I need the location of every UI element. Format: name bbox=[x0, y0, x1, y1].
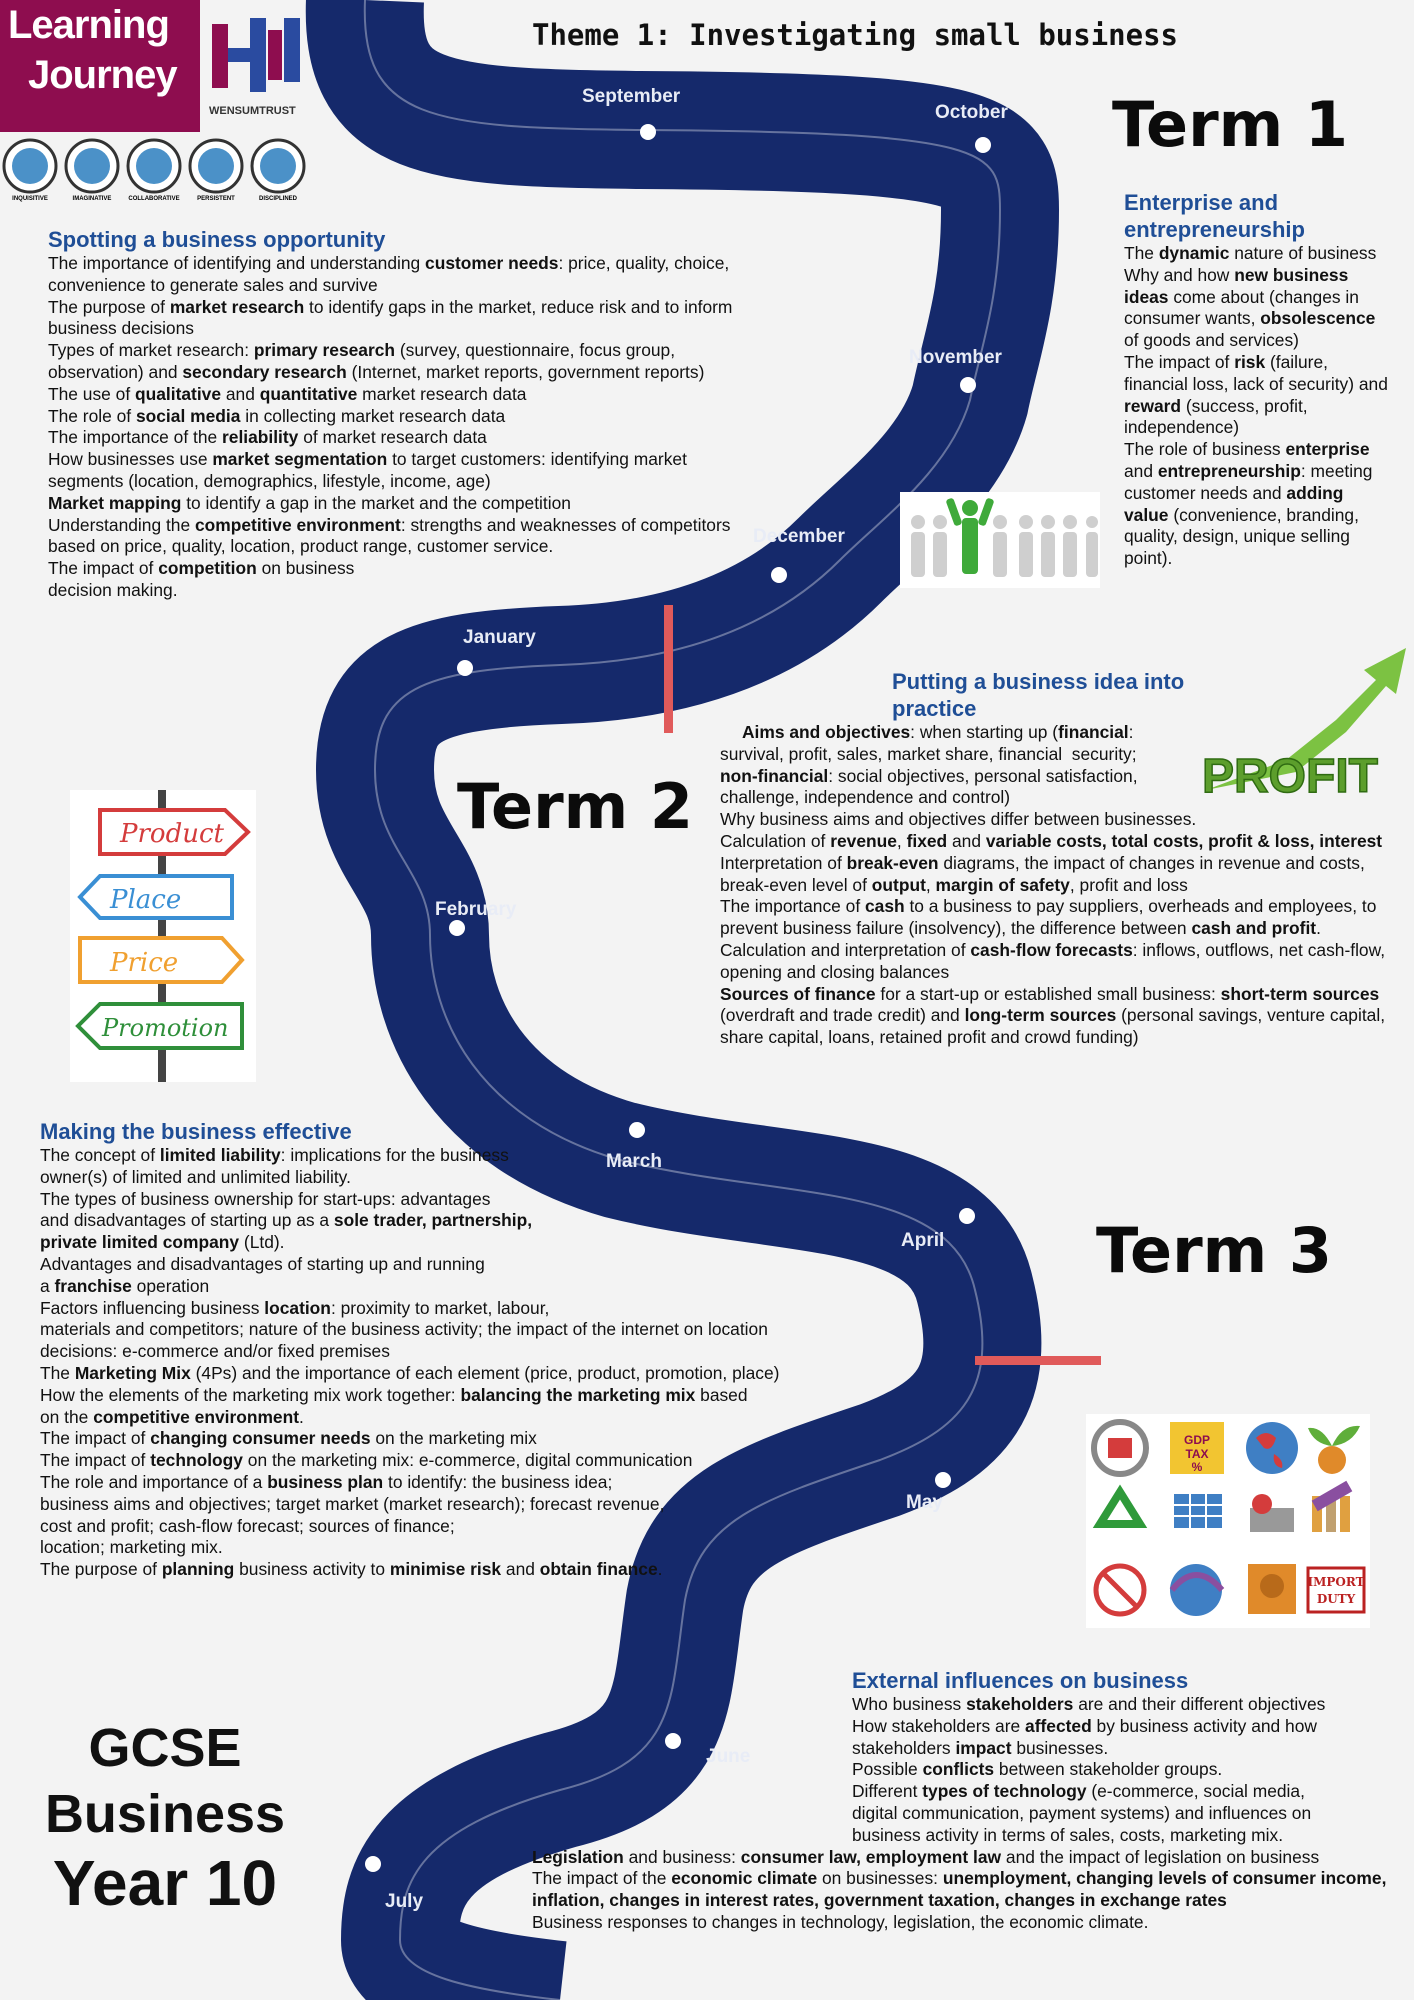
section-heading: Spotting a business opportunity bbox=[48, 227, 386, 252]
sign-place bbox=[80, 876, 232, 918]
svg-text:February: February bbox=[435, 899, 517, 920]
solar-panel-icon bbox=[1174, 1494, 1222, 1528]
gdp-tax-icon bbox=[1170, 1422, 1224, 1474]
import-duty-stamp-icon bbox=[1307, 1568, 1364, 1612]
shipping-box-icon bbox=[1248, 1564, 1296, 1614]
course-title-line-3: Year 10 bbox=[52, 1847, 278, 1919]
badge-inquisitive-icon bbox=[4, 140, 56, 202]
svg-text:September: September bbox=[582, 86, 681, 107]
svg-text:PROFIT: PROFIT bbox=[1202, 750, 1378, 802]
learning-journey-logo bbox=[0, 0, 200, 132]
svg-text:GDP: GDP bbox=[1183, 1433, 1211, 1447]
term-divider-2-3 bbox=[975, 1356, 1101, 1365]
section-heading: Making the business effective bbox=[40, 1119, 352, 1144]
section-spotting-opportunity: Spotting a business opportunity The importance of identifying and understanding customer needs: price, quality, choice, convenience to generate sales and survive The purpose of market research to identify gaps in the market, reduce risk and to inform business decisions Types of market research: primary research (survey, questionnaire, focus group, observation) and secondary research (Internet, market reports, government reports) The use of qualitative and quantitative market research data The role of social media in collecting market research data The importance of the reliability of market research data How businesses use market segmentation to target customers: identifying market segments (location, demographics, lifestyle, income, age) Market mapping to identify a gap in the market and the competition Understanding the competitive environment: strengths and weaknesses of competitors based on price, quality, location, product range, customer service. The impact of competition on business decision making. bbox=[48, 226, 748, 602]
sign-product bbox=[100, 810, 248, 854]
svg-text:May: May bbox=[906, 1492, 943, 1513]
sign-promotion bbox=[78, 1004, 242, 1048]
section-heading: Putting a business idea into practice bbox=[892, 669, 1185, 721]
svg-text:April: April bbox=[901, 1230, 945, 1251]
section-external-influences: External influences on business Who business stakeholders are and their different objectives How stakeholders are affected by business activity and how stakeholders impact businesses. Possible conflicts between stakeholder groups. Different types of technology (e-commerce, social media, digital communication, payment systems) and influences on business activity in terms of sales, costs, marketing mix. Legislation and business: consumer law, employment law and the impact of legislation on business The impact of the economic climate on businesses: unemployment, changing levels of consumer income, inflation, changes in interest rates, government taxation, changes in exchange rates Business responses to changes in technology, legislation, the economic climate. bbox=[532, 1667, 1398, 1934]
globe-icon bbox=[1246, 1422, 1298, 1474]
badge-disciplined-icon bbox=[252, 140, 304, 202]
section-heading: External influences on business bbox=[852, 1668, 1189, 1693]
course-title bbox=[30, 1715, 300, 1919]
logo-line-2: Journey bbox=[28, 53, 177, 97]
svg-text:Place: Place bbox=[110, 885, 182, 915]
svg-text:IMPORT: IMPORT bbox=[1307, 1575, 1365, 1589]
world-trade-icon bbox=[1170, 1564, 1222, 1616]
badge-persistent-icon bbox=[190, 140, 242, 202]
svg-text:PERSISTENT: PERSISTENT bbox=[197, 196, 235, 202]
section-making-business-effective: Making the business effective The concept of limited liability: implications for the business owner(s) of limited and unlimited liability. The types of business ownership for start-ups: advantages and disadvantages of starting up as a sole trader, partnership, private limited company (Ltd). Advantages and disadvantages of starting up and running a franchise operation Factors influencing business location: proximity to market, labour, materials and competitors; nature of the business activity; the impact of the internet on location decisions: e-commerce and/or fixed premises The Marketing Mix (4Ps) and the importance of each element (price, product, promotion, place) How the elements of the marketing mix work together: balancing the marketing mix based on the competitive environment. The impact of changing consumer needs on the marketing mix The impact of technology on the marketing mix: e-commerce, digital communication The role and importance of a business plan to identify: the business idea; business aims and objectives; target market (market research); forecast revenue, cost and profit; cash-flow forecast; sources of finance; location; marketing mix. The purpose of planning business activity to minimise risk and obtain finance. bbox=[40, 1118, 860, 1581]
svg-text:Price: Price bbox=[110, 948, 179, 978]
svg-text:Product: Product bbox=[120, 819, 224, 849]
svg-text:INQUISITIVE: INQUISITIVE bbox=[12, 196, 48, 202]
svg-text:COLLABORATIVE: COLLABORATIVE bbox=[128, 196, 180, 202]
term-1-label: Term 1 bbox=[1112, 88, 1349, 161]
svg-text:DUTY: DUTY bbox=[1316, 1592, 1356, 1606]
marketing-mix-signpost bbox=[70, 790, 256, 1082]
svg-text:Promotion: Promotion bbox=[102, 1014, 229, 1042]
svg-text:January: January bbox=[463, 627, 536, 648]
svg-text:October: October bbox=[935, 102, 1008, 123]
section-enterprise-entrepreneurship: Enterprise and entrepreneurship The dynamic nature of business Why and how new business ideas come about (changes in consumer wants, obsolescence of goods and services) The impact of risk (failure, financial loss, lack of security) and reward (success, profit, independence) The role of business enterprise and entrepreneurship: meeting customer needs and adding value (convenience, branding, quality, design, unique selling point). bbox=[1124, 189, 1390, 570]
svg-text:TAX: TAX bbox=[1185, 1447, 1209, 1461]
theme-title: Theme 1: Investigating small business bbox=[532, 18, 1179, 52]
svg-text:July: July bbox=[385, 1891, 424, 1912]
svg-text:March: March bbox=[606, 1151, 662, 1172]
course-title-line-1: GCSE bbox=[88, 1718, 242, 1778]
term-2-label: Term 2 bbox=[457, 770, 694, 843]
people-team-icon bbox=[900, 492, 1100, 588]
svg-text:December: December bbox=[753, 526, 845, 547]
badge-collaborative-icon bbox=[128, 140, 180, 202]
svg-text:DISCIPLINED: DISCIPLINED bbox=[258, 196, 298, 202]
svg-text:November: November bbox=[909, 347, 1002, 368]
profit-arrow-icon bbox=[1196, 640, 1414, 802]
badge-imaginative-icon bbox=[66, 140, 118, 202]
course-title-line-2: Business bbox=[44, 1784, 286, 1844]
svg-text:%: % bbox=[1191, 1460, 1203, 1474]
svg-text:WENSUMTRUST: WENSUMTRUST bbox=[209, 105, 296, 117]
learner-badges bbox=[0, 136, 316, 206]
term-divider-1-2 bbox=[664, 605, 673, 733]
section-idea-into-practice: Putting a business idea into practice Aims and objectives: when starting up (financial: survival, profit, sales, market share, financial security; non-financial: social objectives, personal satisfaction, challenge, independence and control) Why business aims and objectives differ between businesses. Calculation of revenue, fixed and variable costs, total costs, profit & loss, interest Interpretation of break-even diagrams, the impact of changes in revenue and costs, break-even level of output, margin of safety, profit and loss The importance of cash to a business to pay suppliers, overheads and employees, to prevent business failure (insolvency), the difference between cash and profit. Calculation and interpretation of cash-flow forecasts: inflows, outflows, net cash-flow, opening and closing balances Sources of finance for a start-up or established small business: short-term sources (overdraft and trade credit) and long-term sources (personal savings, venture capital, share capital, loans, retained profit and crowd funding) bbox=[720, 669, 1386, 1048]
wensum-trust-logo bbox=[206, 10, 306, 130]
svg-text:IMAGINATIVE: IMAGINATIVE bbox=[72, 196, 112, 202]
term-3-label: Term 3 bbox=[1096, 1214, 1333, 1287]
sign-price bbox=[80, 938, 242, 982]
section-heading: Enterprise and entrepreneurship bbox=[1124, 190, 1305, 242]
svg-text:June: June bbox=[706, 1746, 751, 1767]
external-influences-icons bbox=[1086, 1414, 1370, 1628]
logo-line-1: Learning bbox=[8, 3, 169, 47]
